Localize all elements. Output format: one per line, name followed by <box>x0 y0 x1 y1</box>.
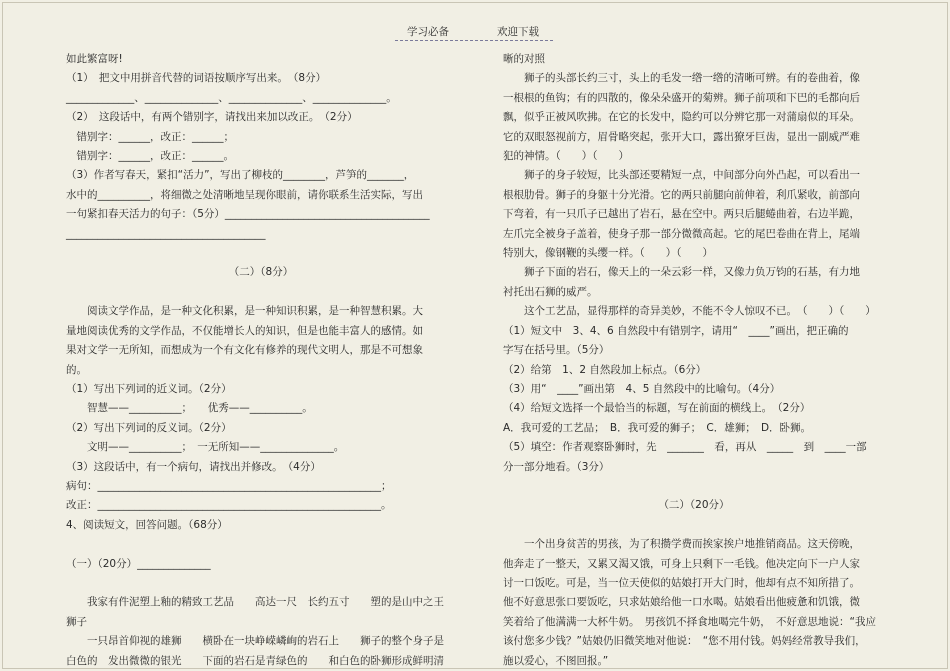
text-line <box>503 477 885 496</box>
text-line: 狮子下面的岩石，像天上的一朵云彩一样，又像力负万钧的石基，有力地 <box>503 266 860 279</box>
text-line: 4、阅读短文，回答问题。（68分） <box>66 518 228 531</box>
text-line: （2）给第 1、2 自然段加上标点。（6分） <box>503 363 707 376</box>
text-line: 阅读文学作品，是一种文化积累，是一种知识积累，是一种智慧积累。大 <box>66 305 423 318</box>
text-line: 他不好意思张口要饭吃，只求姑娘给他一口水喝。姑娘看出他疲惫和饥饿，微 <box>503 596 860 609</box>
text-line: 它的双眼怒视前方，眉骨略突起，张开大口，露出獠牙巨齿，显出一副威严难 <box>503 130 860 143</box>
page-header <box>0 24 950 38</box>
text-line: （一）（20分）______________ <box>66 557 211 570</box>
text-line: 我家有件泥塑上釉的精致工艺品 高达一尺 长约五寸 塑的是山中之王 <box>66 596 444 609</box>
text-line: 一只昂首仰视的雄狮 横卧在一块峥嵘嶙峋的岩石上 狮子的整个身子是 <box>66 635 444 648</box>
text-line: A．我可爱的工艺品； B．我可爱的狮子； C．雄狮； D．卧狮。 <box>503 421 812 434</box>
text-line: 狮子的头部长约三寸，头上的毛发一绺一绺的清晰可辨。有的卷曲着，像 <box>503 72 860 85</box>
text-line: ______________________________________ <box>66 227 266 240</box>
text-line <box>66 535 456 554</box>
text-line: （3）作者写春天，紧扣“活力”，写出了柳枝的________，芦笋的_______， <box>66 169 415 182</box>
text-line: 该付您多少钱？”姑娘仍旧微笑地对他说： “您不用付钱。妈妈经常教导我们， <box>503 635 866 648</box>
text-line: （二）（20分） <box>658 499 730 512</box>
text-line: 施以爱心，不图回报。” <box>503 654 609 667</box>
text-line: 一个出身贫苦的男孩，为了积攒学费而挨家挨户地推销商品。这天傍晚， <box>503 538 860 551</box>
text-line: 一根根的鱼钩；有的四散的，像朵朵盛开的菊辨。狮子前项和下巴的毛都向后 <box>503 91 860 104</box>
text-line: 衬托出石狮的威严。 <box>503 285 598 298</box>
text-line: 如此繁富呀! <box>66 53 123 65</box>
text-line: （1） 把文中用拼音代替的词语按顺序写出来。 （8分） <box>66 72 327 85</box>
text-line: （二）（8分） <box>228 266 294 279</box>
text-line: 文明——__________； 一无所知——______________。 <box>66 441 345 454</box>
text-line: （5）填空：作者观察卧狮时，先 _______ 看，再从 _____ 到 ____一部 <box>503 441 867 454</box>
text-line: 狮子的身子较短，比头部还要精短一点，中间部分向外凸起，可以看出一 <box>503 169 860 182</box>
text-line: 错别字：______，改正：______； <box>66 130 234 143</box>
text-line: 病句：______________________________________________________； <box>66 479 392 492</box>
text-line: 的。 <box>66 363 87 376</box>
text-line: 果对文学一无所知，而想成为一个有文化有修养的现代文明人，那是不可想象 <box>66 344 423 357</box>
text-line: （4）给短文选择一个最恰当的标题，写在前面的横线上。 （2分） <box>503 402 811 415</box>
text-line: 狮子 <box>66 615 87 628</box>
text-line <box>503 516 885 535</box>
text-line: 水中的__________，将细微之处清晰地呈现你眼前，请你联系生活实际，写出 <box>66 188 423 201</box>
text-line: 晰的对照 <box>503 53 545 65</box>
text-line: 量地阅读优秀的文学作品，不仅能增长人的知识，但是也能丰富人的感情。如 <box>66 324 423 337</box>
header-rule <box>395 40 553 41</box>
text-line <box>66 244 456 263</box>
text-line: （3）用“ ____”画出第 4、5 自然段中的比喻句。（4分） <box>503 382 781 395</box>
text-line: 特别大，像钢鞭的头缨一样。（ ）（ ） <box>503 247 713 260</box>
text-line: 笑着给了他满满一大杯牛奶。 男孩饥不择食地喝完牛奶， 不好意思地说：“我应 <box>503 615 876 628</box>
text-line: 改正：______________________________________________________。 <box>66 499 392 512</box>
text-line: 飘，似乎正被风吹拂。在它的长发中，隐约可以分辨它那一对蒲扇似的耳朵。 <box>503 111 860 124</box>
text-line: 下弯着，有一只爪子已越出了岩石，悬在空中。两只后腿蜷曲着，右边半跪， <box>503 208 860 221</box>
text-line <box>66 574 456 593</box>
right-column <box>503 50 885 671</box>
text-line: 错别字：______，改正：______。 <box>66 150 234 163</box>
text-line: 根根肋骨。狮子的身躯十分光滑。它的两只前腿向前伸着，利爪紧收，前部向 <box>503 188 860 201</box>
text-line: _____________、______________、______________、______________。 <box>66 91 397 104</box>
left-column <box>66 50 456 671</box>
text-line <box>66 283 456 302</box>
text-line: 左爪完全被身子盖着，使身子那一部分微微高起。它的尾巴卷曲在背上，尾端 <box>503 227 860 240</box>
text-line: 一句紧扣春天活力的句子：（5分）_______________________________________ <box>66 208 430 221</box>
text-line: 智慧——__________； 优秀——__________。 <box>66 402 313 415</box>
text-line: 白色的 发出微微的银光 下面的岩石是青绿色的 和白色的卧狮形成鲜明清 <box>66 654 444 667</box>
text-line: 犯的神情。（ ）（ ） <box>503 150 629 163</box>
text-line: 这个工艺品，显得那样的奇异美妙，不能不令人惊叹不已。 （ ）（ ） <box>503 305 876 318</box>
text-line: （2）写出下列词的反义词。（2分） <box>66 421 232 434</box>
header-left-text: 学习必备 <box>407 26 449 38</box>
text-line: 他奔走了一整天，又累又渴又饿，可身上只剩下一毛钱。他决定向下一户人家 <box>503 557 860 570</box>
text-line: 讨一口饭吃。可是，当一位天使似的姑娘打开大门时，他却有点不知所措了。 <box>503 576 860 589</box>
header-right-text: 欢迎下载 <box>497 26 539 38</box>
text-line: 字写在括号里。（5分） <box>503 344 610 357</box>
text-line: （1）短文中 3、4、6 自然段中有错别字，请用“ ____”画出，把正确的 <box>503 324 849 337</box>
text-line: （3）这段话中，有一个病句，请找出并修改。 （4分） <box>66 460 321 473</box>
text-line: 分一部分地看。（3分） <box>503 460 610 473</box>
text-line: （1）写出下列词的近义词。（2分） <box>66 382 232 395</box>
text-line: （2） 这段话中，有两个错别字，请找出来加以改正。 （2分） <box>66 111 358 124</box>
